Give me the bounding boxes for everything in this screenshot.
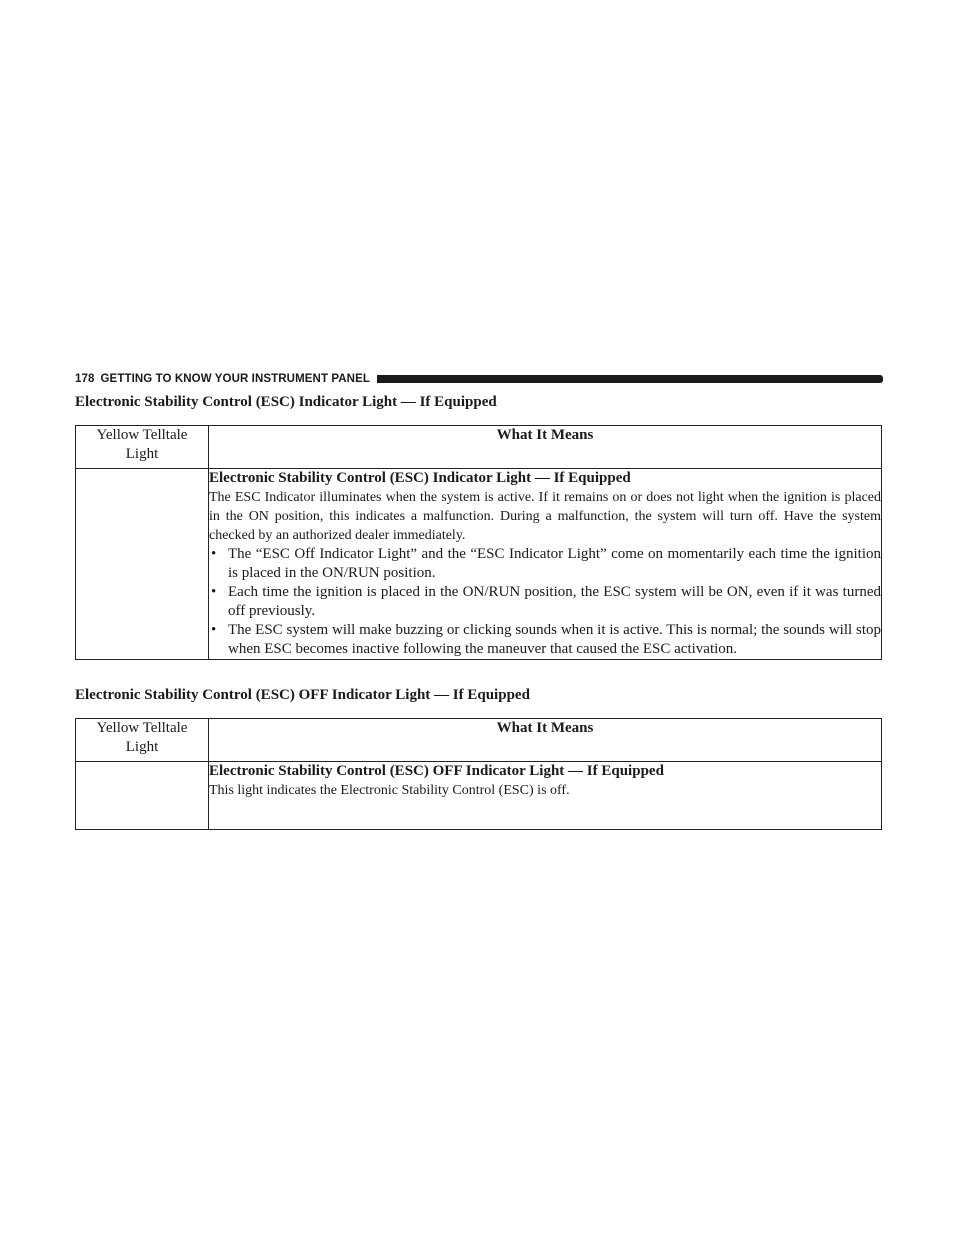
section-name: GETTING TO KNOW YOUR INSTRUMENT PANEL bbox=[100, 373, 370, 385]
row-title: Electronic Stability Control (ESC) Indicator Light — If Equipped bbox=[209, 470, 631, 486]
list-item: • The ESC system will make buzzing or clicking sounds when it is active. This is normal; the sounds will stop when ESC becomes inactive following the maneuver that caused the ESC activation. bbox=[211, 622, 881, 657]
row-text: The ESC Indicator illuminates when the system is active. If it remains on or does not light when the ignition is placed in the ON position, this indicates a malfunction. During a malfunction, the system will turn off. Have the system checked by an authorized dealer immediately. bbox=[209, 490, 881, 543]
list-item: • Each time the ignition is placed in the ON/RUN position, the ESC system will be ON, even if it was turned off previously. bbox=[211, 584, 881, 619]
description-cell bbox=[209, 469, 882, 660]
esc-indicator-table bbox=[75, 425, 882, 660]
list-item: • The “ESC Off Indicator Light” and the “ESC Indicator Light” come on momentarily each time the ignition is placed in the ON/RUN position. bbox=[211, 546, 881, 581]
table-header-row bbox=[76, 426, 882, 469]
row-text: This light indicates the Electronic Stability Control (ESC) is off. bbox=[209, 783, 570, 798]
col-header-light: Yellow Telltale Light bbox=[76, 719, 209, 762]
col-header-means: What It Means bbox=[209, 719, 882, 762]
page-header bbox=[75, 371, 883, 387]
bullet-list bbox=[209, 545, 881, 659]
col-header-light: Yellow Telltale Light bbox=[76, 426, 209, 469]
telltale-icon-cell bbox=[76, 762, 209, 830]
table-row bbox=[76, 469, 882, 660]
esc-off-heading: Electronic Stability Control (ESC) OFF Indicator Light — If Equipped bbox=[75, 687, 530, 703]
description-cell bbox=[209, 762, 882, 830]
table-header-row bbox=[76, 719, 882, 762]
table-row bbox=[76, 762, 882, 830]
telltale-icon-cell bbox=[76, 469, 209, 660]
esc-indicator-heading: Electronic Stability Control (ESC) Indicator Light — If Equipped bbox=[75, 394, 497, 410]
page-number: 178 bbox=[75, 373, 95, 385]
header-rule bbox=[377, 375, 883, 383]
esc-off-table bbox=[75, 718, 882, 830]
col-header-means: What It Means bbox=[209, 426, 882, 469]
row-title: Electronic Stability Control (ESC) OFF Indicator Light — If Equipped bbox=[209, 763, 664, 779]
